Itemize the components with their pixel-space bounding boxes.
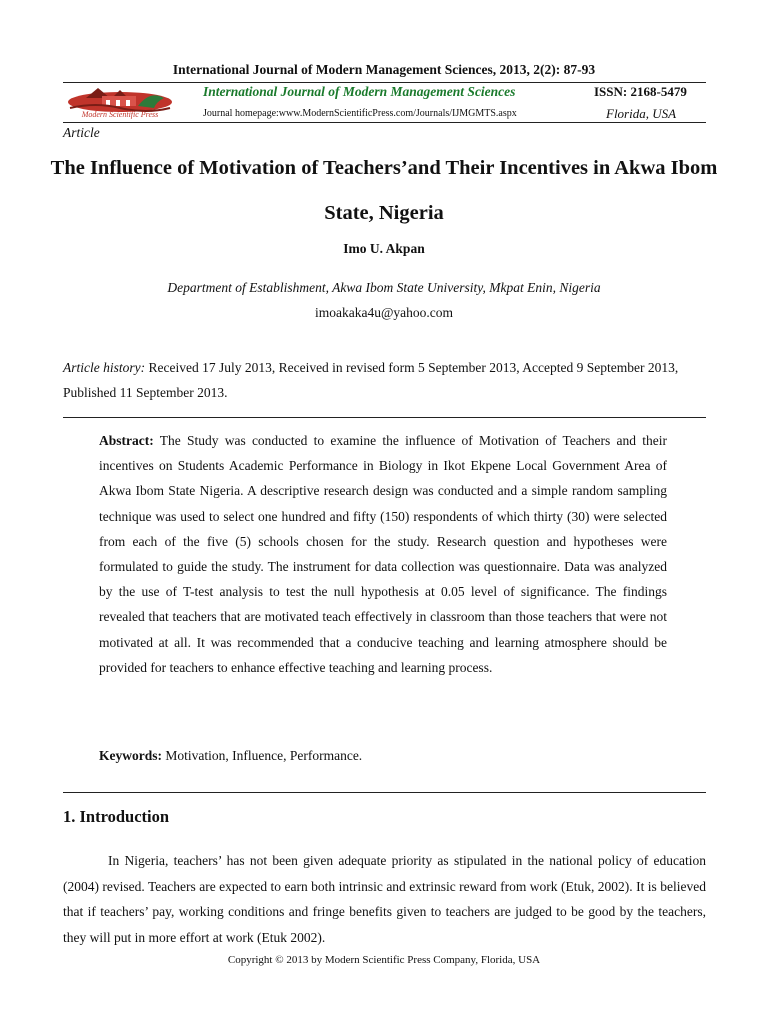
journal-location: Florida, USA xyxy=(606,106,677,121)
issn: ISSN: 2168-5479 xyxy=(594,84,687,99)
abstract-text: The Study was conducted to examine the influence of Motivation of Teachers and their incentives on Students Academic Performance in Biology in Ikot Ekpene Local Government Area of Akwa Ibom State Nigeria. A descriptive research design was conducted and a simple random sampling technique was used to select one hundred and fifty (150) respondents of which thirty (30) were selected from each of the five (5) schools chosen for the study. Research question and hypotheses were formulated to guide the study. The instrument for data collection was questionnaire. Data was analyzed by the use of T-test analysis to test the null hypothesis at 0.05 level of significance. The findings revealed that teachers that are motivated teach effectively in classroom than those teachers that were not motivated at all. It was recommended that a conducive teaching and learning atmosphere should be provided for teachers to enhance effective teaching and learning process. xyxy=(99,433,667,675)
keywords xyxy=(99,748,362,764)
article-history xyxy=(63,355,706,405)
history-label: Article history: xyxy=(63,360,146,375)
abstract xyxy=(99,428,667,680)
author-email[interactable]: imoakaka4u@yahoo.com xyxy=(314,305,454,320)
keywords-label: Keywords: xyxy=(99,748,162,763)
header-top-rule xyxy=(63,82,706,83)
journal-homepage[interactable]: Journal homepage:www.ModernScientificPress.com/Journals/IJMGMTS.aspx xyxy=(203,108,517,119)
abstract-top-rule xyxy=(63,417,706,418)
header-bottom-rule xyxy=(63,122,706,123)
introduction-paragraph: In Nigeria, teachers’ has not been given adequate priority as stipulated in the national policy of education (2004) revised. Teachers are expected to earn both intrinsic and extrinsic reward from work (Etuk, 2002). It is believed that if teachers’ pay, working conditions and fringe benefits given to teachers are judged to be good by the teachers, they will put in more effort at work (Etuk 2002). xyxy=(63,853,706,945)
article-title: The Influence of Motivation of Teachers’and Their Incentives in Akwa Ibom State, Nigeria xyxy=(50,157,718,224)
keywords-text: Motivation, Influence, Performance. xyxy=(162,748,363,763)
journal-citation: International Journal of Modern Management Sciences, 2013, 2(2): 87-93 xyxy=(172,62,596,77)
logo-caption: Modern Scientific Press xyxy=(81,110,159,119)
keywords-bottom-rule xyxy=(63,792,706,793)
author-affiliation: Department of Establishment, Akwa Ibom State University, Mkpat Enin, Nigeria xyxy=(167,280,601,295)
journal-name: International Journal of Modern Management Sciences xyxy=(203,84,516,99)
author-name: Imo U. Akpan xyxy=(343,241,425,256)
section-heading-introduction: 1. Introduction xyxy=(63,807,170,826)
history-text: Received 17 July 2013, Received in revised form 5 September 2013, Accepted 9 September 2013, Published 11 September 2013. xyxy=(63,360,679,400)
article-type-label: Article xyxy=(63,125,100,140)
copyright-footer: Copyright © 2013 by Modern Scientific Press Company, Florida, USA xyxy=(227,954,541,966)
abstract-label: Abstract: xyxy=(99,433,154,448)
